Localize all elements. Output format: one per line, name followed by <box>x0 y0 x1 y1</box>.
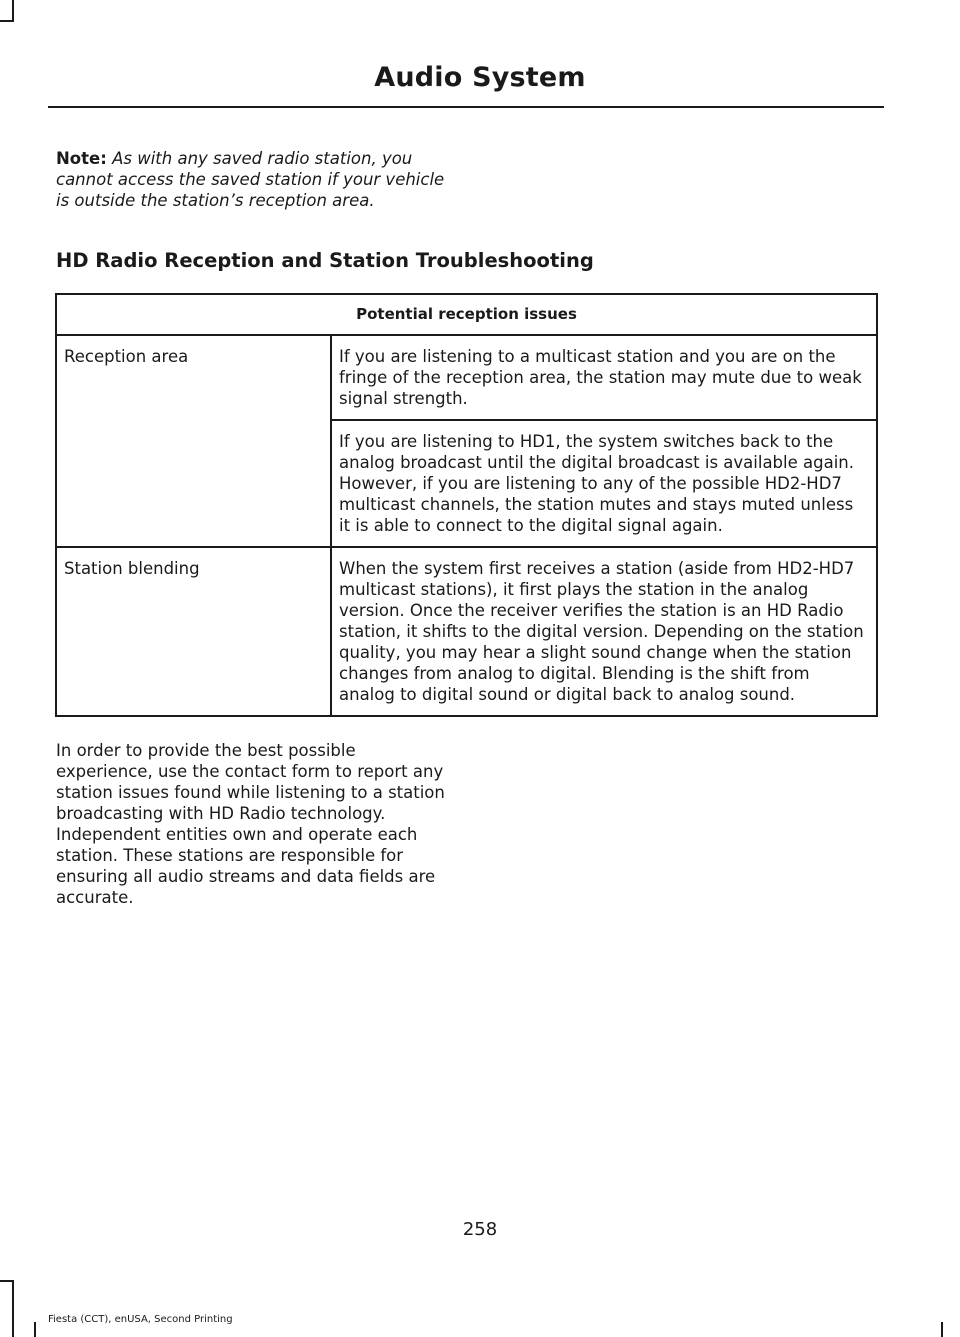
page-header-title: Audio System <box>374 62 586 93</box>
table-row <box>56 335 877 420</box>
body-paragraph: In order to provide the best possible experience, use the contact form to report any station issues found while listening to a station broadcasting with HD Radio technology. Independent entities own and operate each station. These stations are responsible for ensuring all audio streams and data fields are accurate. <box>56 741 445 907</box>
table-header-row <box>56 294 877 335</box>
table-cell-description: If you are listening to HD1, the system switches back to the analog broadcast until the digital broadcast is available again. However, if you are listening to any of the possible HD2-HD7 multicast channels, the station mutes and stays muted unless it is able to connect to the digital signal again. <box>331 420 877 547</box>
note-text: As with any saved radio station, you cannot access the saved station if your vehicle is outside the station’s reception area. <box>56 149 445 210</box>
crop-mark-bottom-left-tick <box>34 1322 36 1337</box>
table-cell-label: Reception area <box>56 335 331 547</box>
crop-mark-top-left-horizontal <box>0 20 14 22</box>
table-row <box>56 547 877 716</box>
note-label: Note: <box>56 149 107 168</box>
header-rule <box>48 106 884 108</box>
table-cell-description: When the system first receives a station (aside from HD2-HD7 multicast stations), it first plays the station in the analog version. Once the receiver verifies the station is an HD Radio station, it shifts to the digital version. Depending on the station quality, you may hear a slight sound change when the station changes from analog to digital. Blending is the shift from analog to digital sound or digital back to analog sound. <box>331 547 877 716</box>
table-caption: Potential reception issues <box>56 294 877 335</box>
note-paragraph <box>56 148 456 211</box>
table-cell-description: If you are listening to a multicast station and you are on the fringe of the reception area, the station may mute due to weak signal strength. <box>331 335 877 420</box>
crop-mark-top-left-vertical <box>12 0 14 22</box>
reception-issues-table <box>55 293 878 717</box>
table-cell-label: Station blending <box>56 547 331 716</box>
crop-mark-bottom-left-horizontal <box>0 1280 14 1282</box>
crop-mark-bottom-left-vertical <box>12 1280 14 1337</box>
crop-mark-bottom-right-tick <box>941 1322 943 1337</box>
section-heading: HD Radio Reception and Station Troubleshooting <box>56 249 594 272</box>
page-number: 258 <box>462 1219 498 1240</box>
footer-edition: Fiesta (CCT), enUSA, Second Printing <box>48 1314 233 1325</box>
